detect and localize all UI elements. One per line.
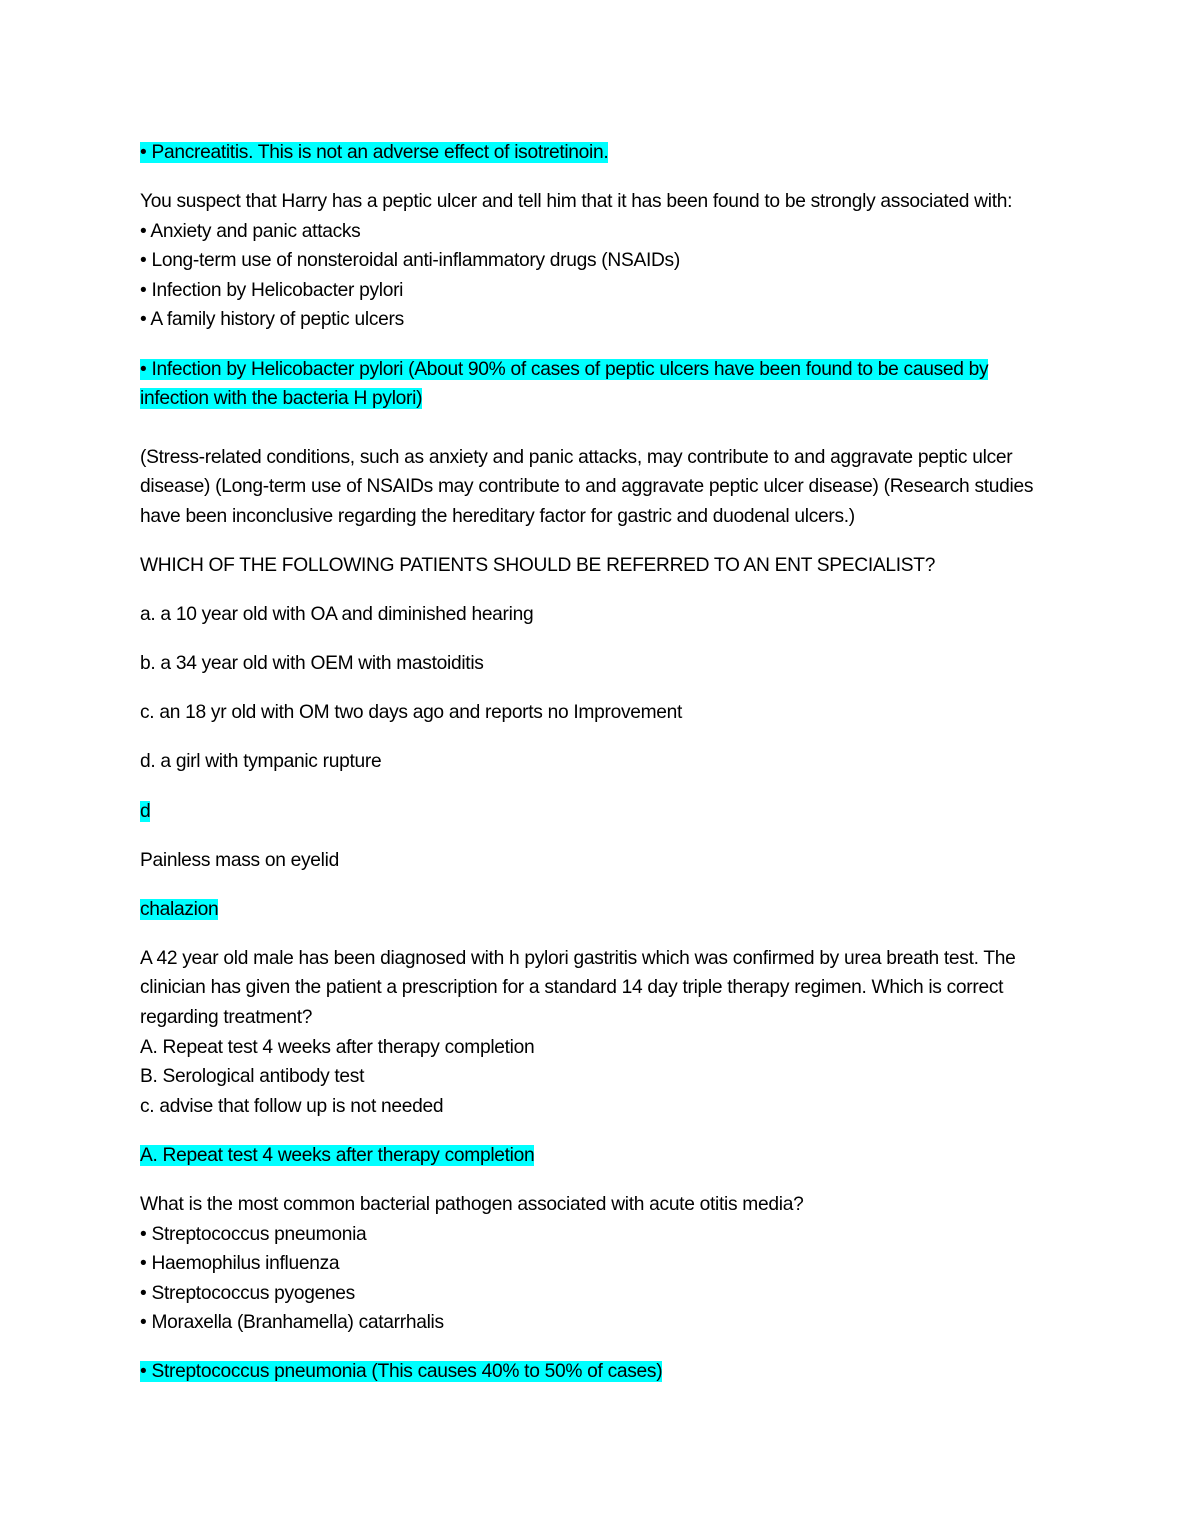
question-stem-line: A 42 year old male has been diagnosed with h pylori gastritis which was confirmed by urea breath test. The (140, 947, 1016, 969)
explanation-peptic-ulcer (140, 443, 1060, 532)
answer-eyelid (140, 895, 1060, 925)
highlighted-answer: chalazion (140, 898, 219, 920)
option-item: a. a 10 year old with OA and diminished hearing (140, 604, 534, 626)
answer-otitis-media (140, 1357, 1060, 1387)
option-item: • Infection by Helicobacter pylori (140, 279, 404, 301)
question-stem: What is the most common bacterial pathogen associated with acute otitis media? (140, 1193, 804, 1215)
highlighted-answer: A. Repeat test 4 weeks after therapy completion (140, 1144, 535, 1166)
explanation-line: disease) (Long-term use of NSAIDs may contribute to and aggravate peptic ulcer disease) (Research studies (140, 476, 1034, 498)
question-h-pylori-treatment (140, 944, 1060, 1122)
answer-peptic-ulcer (140, 355, 1060, 414)
option-item: • Streptococcus pyogenes (140, 1282, 355, 1304)
option-item: • Anxiety and panic attacks (140, 220, 361, 242)
answer-ent-referral (140, 797, 1060, 827)
question-stem: You suspect that Harry has a peptic ulcer and tell him that it has been found to be strongly associated with: (140, 191, 1013, 213)
highlighted-answer: infection with the bacteria H pylori) (140, 388, 423, 410)
highlighted-answer: d (140, 800, 151, 822)
option-item: c. an 18 yr old with OM two days ago and reports no Improvement (140, 702, 683, 724)
option-item: c. advise that follow up is not needed (140, 1095, 444, 1117)
option-item: d. a girl with tympanic rupture (140, 751, 382, 773)
question-stem-line: clinician has given the patient a prescription for a standard 14 day triple therapy regimen. Which is correct (140, 977, 1004, 999)
explanation-line: (Stress-related conditions, such as anxiety and panic attacks, may contribute to and aggravate peptic ulcer (140, 446, 1013, 468)
question-ent-referral (140, 551, 1060, 581)
option-item: • Haemophilus influenza (140, 1253, 340, 1275)
option-item: b. a 34 year old with OEM with mastoiditis (140, 653, 484, 675)
question-otitis-media (140, 1190, 1060, 1338)
option-item: • Streptococcus pneumonia (140, 1223, 367, 1245)
highlighted-answer: • Pancreatitis. This is not an adverse effect of isotretinoin. (140, 142, 609, 163)
highlighted-answer: • Infection by Helicobacter pylori (About 90% of cases of peptic ulcers have been found to be caused by (140, 358, 989, 380)
question-stem: Painless mass on eyelid (140, 849, 339, 871)
option-item: B. Serological antibody test (140, 1066, 365, 1088)
answer-h-pylori-treatment (140, 1141, 1060, 1171)
explanation-line: have been inconclusive regarding the hereditary factor for gastric and duodenal ulcers.) (140, 505, 855, 527)
question-eyelid (140, 846, 1060, 876)
question-stem: WHICH OF THE FOLLOWING PATIENTS SHOULD BE REFERRED TO AN ENT SPECIALIST? (140, 555, 936, 577)
option-item: • Long-term use of nonsteroidal anti-inflammatory drugs (NSAIDs) (140, 250, 680, 272)
highlighted-answer: • Streptococcus pneumonia (This causes 40% to 50% of cases) (140, 1361, 663, 1383)
option-item: • Moraxella (Branhamella) catarrhalis (140, 1312, 444, 1334)
option-item: A. Repeat test 4 weeks after therapy completion (140, 1036, 535, 1058)
answer-pancreatitis (140, 138, 1060, 168)
document-page (140, 138, 1060, 1387)
question-stem-line: regarding treatment? (140, 1006, 313, 1028)
question-peptic-ulcer (140, 187, 1060, 335)
option-item: • A family history of peptic ulcers (140, 309, 404, 331)
